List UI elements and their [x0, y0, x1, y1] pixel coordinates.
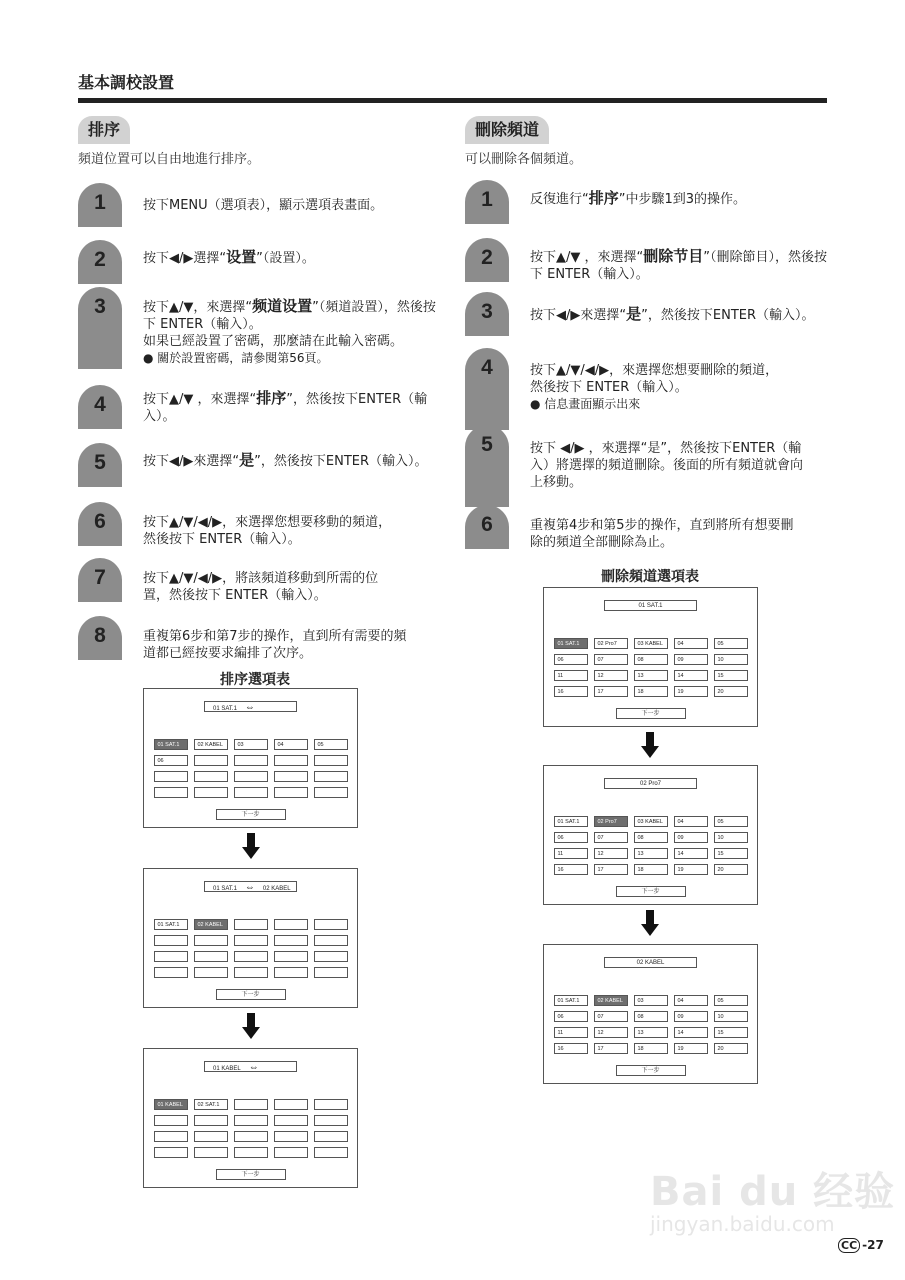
channel-cell[interactable] — [314, 1115, 348, 1126]
channel-cell[interactable]: 08 — [634, 654, 668, 665]
channel-cell[interactable]: 20 — [714, 686, 748, 697]
channel-cell[interactable]: 02 SAT.1 — [194, 1099, 228, 1110]
channel-cell[interactable]: 01 SAT.1 — [154, 919, 188, 930]
channel-cell[interactable]: 12 — [594, 848, 628, 859]
channel-cell[interactable]: 14 — [674, 1027, 708, 1038]
channel-cell[interactable]: 07 — [594, 832, 628, 843]
delete-step-text-6 — [530, 517, 828, 551]
delete-screen-2 — [543, 765, 758, 905]
channel-cell[interactable] — [314, 771, 348, 782]
sort-screen-1 — [143, 688, 358, 828]
channel-cell[interactable]: 02 KABEL — [594, 995, 628, 1006]
step-text-keyword: 是 — [626, 305, 642, 323]
channel-cell[interactable] — [194, 771, 228, 782]
page-number-text: -27 — [862, 1238, 884, 1252]
step-text-pre: 按下▲/▼ ，來選擇“ — [530, 250, 644, 265]
channel-cell[interactable] — [274, 1099, 308, 1110]
channel-cell[interactable] — [234, 967, 268, 978]
step-text-pre: 按下◀/▶選擇“ — [143, 251, 227, 266]
step-note: ● 信息畫面顯示出來 — [530, 397, 641, 411]
channel-cell[interactable]: 09 — [674, 654, 708, 665]
step-text-post: ”（頻道設置），然後按下 ENTER（輸入）。 — [143, 300, 436, 332]
page-number — [838, 1238, 884, 1252]
channel-cell[interactable]: 01 SAT.1 — [554, 816, 588, 827]
channel-cell[interactable] — [234, 755, 268, 766]
channel-cell[interactable]: 18 — [634, 864, 668, 875]
swap-arrow-icon: ⇔ — [248, 1062, 259, 1073]
sort-screen-3 — [143, 1048, 358, 1188]
channel-cell[interactable]: 03 — [634, 995, 668, 1006]
channel-cell[interactable]: 05 — [714, 816, 748, 827]
sort-step-text-5 — [143, 452, 441, 470]
channel-cell[interactable]: 17 — [594, 686, 628, 697]
delete-step-number-3: 3 — [465, 292, 509, 336]
sort-figure-title: 排序選項表 — [220, 672, 290, 688]
step-text-keyword: 设置 — [226, 248, 257, 266]
channel-cell[interactable]: 03 KABEL — [634, 638, 668, 649]
channel-cell[interactable]: 18 — [634, 1043, 668, 1054]
sort-step-number-5: 5 — [78, 443, 122, 487]
step-text-pre: 按下◀/▶來選擇“ — [143, 454, 240, 469]
channel-cell[interactable]: 12 — [594, 670, 628, 681]
channel-cell[interactable] — [314, 787, 348, 798]
channel-cell[interactable] — [194, 1131, 228, 1142]
channel-cell[interactable]: 06 — [154, 755, 188, 766]
channel-cell[interactable] — [194, 967, 228, 978]
channel-cell[interactable]: 07 — [594, 654, 628, 665]
section-intro-sort: 頻道位置可以自由地進行排序。 — [78, 152, 261, 167]
step-line: 重複第4步和第5步的操作，直到將所有想要刪 — [530, 518, 794, 533]
step-text-keyword: 排序 — [256, 389, 287, 407]
screen-header — [204, 881, 297, 892]
channel-cell[interactable]: 05 — [314, 739, 348, 750]
channel-cell[interactable]: 19 — [674, 864, 708, 875]
channel-cell[interactable]: 14 — [674, 848, 708, 859]
channel-cell[interactable]: 13 — [634, 1027, 668, 1038]
channel-cell[interactable]: 04 — [674, 995, 708, 1006]
channel-cell[interactable]: 02 Pro7 — [594, 816, 628, 827]
channel-cell[interactable]: 16 — [554, 686, 588, 697]
watermark-logo: Bai du 经验 — [650, 1169, 896, 1215]
delete-step-number-6: 6 — [465, 505, 509, 549]
delete-step-text-5 — [530, 440, 828, 491]
channel-cell[interactable] — [314, 1099, 348, 1110]
channel-cell[interactable]: 01 SAT.1 — [554, 995, 588, 1006]
channel-cell[interactable]: 14 — [674, 670, 708, 681]
sort-step-text-6 — [143, 514, 441, 548]
step-note: ● 關於設置密碼，請參閱第56頁。 — [143, 351, 329, 365]
channel-cell[interactable] — [274, 771, 308, 782]
channel-cell[interactable] — [234, 1131, 268, 1142]
channel-cell[interactable]: 08 — [634, 1011, 668, 1022]
channel-cell[interactable]: 11 — [554, 670, 588, 681]
channel-cell[interactable]: 09 — [674, 832, 708, 843]
sort-step-number-2: 2 — [78, 240, 122, 284]
channel-cell[interactable] — [314, 919, 348, 930]
channel-cell[interactable] — [274, 919, 308, 930]
sort-step-text-3 — [143, 298, 441, 367]
delete-step-number-4: 4 — [465, 348, 509, 430]
step-text-keyword: 刪除节目 — [643, 247, 704, 265]
channel-cell[interactable] — [234, 919, 268, 930]
step-text-keyword: 频道设置 — [252, 297, 313, 315]
channel-cell[interactable]: 06 — [554, 654, 588, 665]
channel-cell[interactable]: 10 — [714, 832, 748, 843]
channel-cell[interactable]: 01 SAT.1 — [154, 739, 188, 750]
channel-cell[interactable]: 03 — [234, 739, 268, 750]
section-tab-sort: 排序 — [78, 116, 130, 144]
step-extra: 如果已經設置了密碼，那麼請在此輸入密碼。 — [143, 334, 404, 349]
next-step-button[interactable]: 下一步 — [616, 886, 686, 897]
channel-cell[interactable] — [314, 1147, 348, 1158]
channel-cell[interactable]: 16 — [554, 1043, 588, 1054]
channel-cell[interactable]: 04 — [674, 816, 708, 827]
channel-cell[interactable] — [274, 755, 308, 766]
step-text-post: ”，然後按下ENTER（輸入）。 — [143, 392, 428, 424]
delete-screen-3 — [543, 944, 758, 1084]
channel-cell[interactable]: 06 — [554, 1011, 588, 1022]
channel-cell[interactable]: 16 — [554, 864, 588, 875]
down-arrow-icon — [242, 1013, 260, 1039]
sort-step-number-4: 4 — [78, 385, 122, 429]
channel-cell[interactable]: 19 — [674, 686, 708, 697]
channel-cell[interactable]: 01 KABEL — [154, 1099, 188, 1110]
channel-cell[interactable] — [154, 935, 188, 946]
screen-header-channel: 01 SAT.1 — [638, 603, 663, 609]
channel-cell[interactable] — [194, 951, 228, 962]
channel-cell[interactable]: 01 SAT.1 — [554, 638, 588, 649]
sort-step-text-1 — [143, 197, 441, 214]
channel-cell[interactable] — [314, 967, 348, 978]
channel-cell[interactable] — [154, 967, 188, 978]
step-text-pre: 按下▲/▼，來選擇“ — [143, 300, 253, 315]
channel-cell[interactable] — [314, 755, 348, 766]
sort-step-text-2 — [143, 249, 441, 267]
step-line: 上移動。 — [530, 475, 583, 490]
channel-cell[interactable]: 09 — [674, 1011, 708, 1022]
delete-step-number-1: 1 — [465, 180, 509, 224]
channel-cell[interactable]: 10 — [714, 1011, 748, 1022]
channel-cell[interactable] — [274, 967, 308, 978]
next-step-button[interactable]: 下一步 — [216, 1169, 286, 1180]
channel-cell[interactable]: 18 — [634, 686, 668, 697]
delete-step-text-4 — [530, 362, 828, 413]
sort-step-number-3: 3 — [78, 287, 122, 369]
channel-cell[interactable] — [154, 951, 188, 962]
swap-arrow-icon: ⇔ — [244, 882, 255, 893]
channel-cell[interactable]: 15 — [714, 670, 748, 681]
down-arrow-icon — [641, 910, 659, 936]
channel-cell[interactable] — [234, 1115, 268, 1126]
channel-cell[interactable]: 10 — [714, 654, 748, 665]
page-title: 基本調校設置 — [78, 73, 175, 92]
step-line: 入）將選擇的頻道刪除。後面的所有頻道就會向 — [530, 458, 804, 473]
cc-icon: CC — [838, 1238, 860, 1253]
screen-header-channel: 02 KABEL — [636, 960, 665, 966]
screen-header-channel: 01 KABEL — [213, 1066, 241, 1072]
channel-cell[interactable] — [234, 787, 268, 798]
sort-step-text-7 — [143, 570, 441, 604]
screen-header — [204, 701, 297, 712]
channel-cell[interactable]: 05 — [714, 638, 748, 649]
channel-cell[interactable]: 02 KABEL — [194, 919, 228, 930]
channel-cell[interactable]: 17 — [594, 1043, 628, 1054]
channel-cell[interactable]: 11 — [554, 848, 588, 859]
swap-arrow-icon: ⇔ — [244, 702, 255, 713]
step-text-post: ”（刪除節目），然後按下 ENTER（輸入）。 — [530, 250, 828, 282]
screen-header-channel: 02 Pro7 — [639, 781, 661, 787]
channel-cell[interactable]: 20 — [714, 864, 748, 875]
delete-step-text-2 — [530, 248, 828, 283]
sort-step-number-8: 8 — [78, 616, 122, 660]
channel-cell[interactable]: 11 — [554, 1027, 588, 1038]
sort-step-number-1: 1 — [78, 183, 122, 227]
step-line: 按下 ◀/▶ ，來選擇“是”，然後按下ENTER（輸 — [530, 441, 802, 456]
channel-cell[interactable] — [234, 1099, 268, 1110]
step-line: 然後按下 ENTER（輸入）。 — [143, 532, 301, 547]
channel-cell[interactable] — [154, 1115, 188, 1126]
step-text-pre: 反復進行“ — [530, 192, 589, 207]
sort-step-number-7: 7 — [78, 558, 122, 602]
step-text-post: ”（設置）。 — [256, 251, 315, 266]
sort-step-text-8 — [143, 628, 441, 662]
step-text-pre: 按下◀/▶來選擇“ — [530, 308, 627, 323]
channel-cell[interactable] — [234, 951, 268, 962]
screen-header — [604, 600, 697, 611]
channel-cell[interactable] — [194, 1115, 228, 1126]
down-arrow-icon — [242, 833, 260, 859]
channel-cell[interactable]: 04 — [674, 638, 708, 649]
channel-cell[interactable] — [154, 787, 188, 798]
channel-cell[interactable]: 02 Pro7 — [594, 638, 628, 649]
step-text-keyword: 排序 — [588, 189, 619, 207]
sort-step-text-4 — [143, 390, 441, 425]
step-line: 按下▲/▼/◀/▶，將該頻道移動到所需的位 — [143, 571, 379, 586]
delete-step-number-5: 5 — [465, 425, 509, 507]
screen-header — [204, 1061, 297, 1072]
channel-cell[interactable]: 06 — [554, 832, 588, 843]
channel-cell[interactable] — [314, 935, 348, 946]
channel-cell[interactable] — [234, 935, 268, 946]
next-step-button[interactable]: 下一步 — [216, 809, 286, 820]
channel-cell[interactable] — [154, 771, 188, 782]
channel-cell[interactable] — [154, 1147, 188, 1158]
delete-figure-title: 刪除頻道選項表 — [601, 569, 699, 585]
channel-cell[interactable] — [194, 755, 228, 766]
step-line: 除的頻道全部刪除為止。 — [530, 535, 674, 550]
next-step-button[interactable]: 下一步 — [216, 989, 286, 1000]
step-line: 按下▲/▼/◀/▶，來選擇您想要移動的頻道， — [143, 515, 392, 530]
channel-cell[interactable]: 02 KABEL — [194, 739, 228, 750]
channel-cell[interactable] — [274, 951, 308, 962]
channel-cell[interactable]: 08 — [634, 832, 668, 843]
step-text-post: ”，然後按下ENTER（輸入）。 — [254, 454, 428, 469]
next-step-button[interactable]: 下一步 — [616, 1065, 686, 1076]
screen-header-channel: 01 SAT.1 — [213, 886, 237, 892]
screen-header — [604, 778, 697, 789]
channel-cell[interactable] — [274, 1131, 308, 1142]
step-text-keyword: 是 — [239, 451, 255, 469]
delete-step-text-3 — [530, 306, 828, 324]
step-line: 按下MENU（選項表），顯示選項表畫面。 — [143, 198, 384, 213]
channel-cell[interactable] — [194, 935, 228, 946]
channel-cell[interactable]: 17 — [594, 864, 628, 875]
screen-header-channel: 01 SAT.1 — [213, 706, 237, 712]
sort-step-number-6: 6 — [78, 502, 122, 546]
step-text-post: ”，然後按下ENTER（輸入）。 — [641, 308, 815, 323]
channel-cell[interactable]: 03 KABEL — [634, 816, 668, 827]
watermark-url: jingyan.baidu.com — [650, 1212, 835, 1236]
channel-cell[interactable]: 20 — [714, 1043, 748, 1054]
channel-cell[interactable]: 07 — [594, 1011, 628, 1022]
channel-cell[interactable] — [314, 951, 348, 962]
channel-cell[interactable]: 13 — [634, 670, 668, 681]
channel-cell[interactable]: 12 — [594, 1027, 628, 1038]
channel-cell[interactable]: 15 — [714, 1027, 748, 1038]
channel-cell[interactable] — [274, 1115, 308, 1126]
sort-screen-2 — [143, 868, 358, 1008]
step-text-pre: 按下▲/▼ ，來選擇“ — [143, 392, 257, 407]
down-arrow-icon — [641, 732, 659, 758]
step-text-post: ”中步驟1到3的操作。 — [618, 192, 747, 207]
channel-cell[interactable] — [154, 1131, 188, 1142]
next-step-button[interactable]: 下一步 — [616, 708, 686, 719]
section-tab-delete: 刪除頻道 — [465, 116, 549, 144]
channel-cell[interactable]: 15 — [714, 848, 748, 859]
section-intro-delete: 可以刪除各個頻道。 — [465, 152, 583, 167]
step-line: 重複第6步和第7步的操作，直到所有需要的頻 — [143, 629, 407, 644]
channel-cell[interactable]: 13 — [634, 848, 668, 859]
delete-screen-1 — [543, 587, 758, 727]
channel-cell[interactable]: 05 — [714, 995, 748, 1006]
channel-cell[interactable] — [274, 1147, 308, 1158]
channel-cell[interactable] — [234, 771, 268, 782]
channel-cell[interactable] — [194, 787, 228, 798]
step-line: 置，然後按下 ENTER（輸入）。 — [143, 588, 327, 603]
screen-header-target: 02 KABEL — [262, 886, 291, 892]
step-line: 道都已經按要求編排了次序。 — [143, 646, 313, 661]
channel-cell[interactable] — [234, 1147, 268, 1158]
header-rule — [78, 98, 827, 103]
step-line: 然後按下 ENTER（輸入）。 — [530, 380, 688, 395]
screen-header — [604, 957, 697, 968]
delete-step-number-2: 2 — [465, 238, 509, 282]
step-line: 按下▲/▼/◀/▶，來選擇您想要刪除的頻道， — [530, 363, 779, 378]
channel-cell[interactable]: 04 — [274, 739, 308, 750]
channel-cell[interactable]: 19 — [674, 1043, 708, 1054]
channel-cell[interactable] — [314, 1131, 348, 1142]
channel-cell[interactable] — [194, 1147, 228, 1158]
channel-cell[interactable] — [274, 787, 308, 798]
delete-step-text-1 — [530, 190, 828, 208]
channel-cell[interactable] — [274, 935, 308, 946]
